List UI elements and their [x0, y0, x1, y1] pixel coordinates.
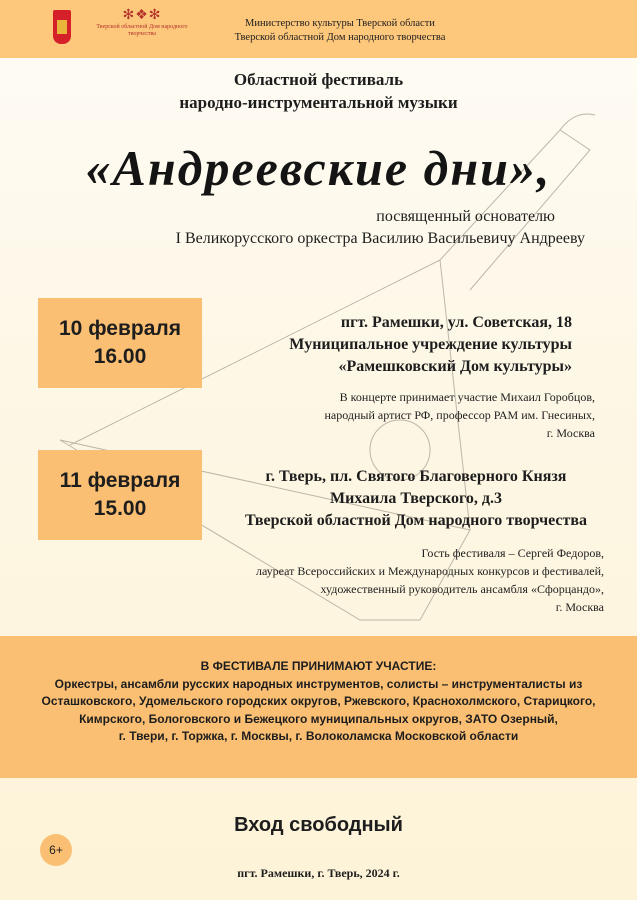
note-line: художественный руководитель ансамбля «Сфорцандо»,	[320, 582, 604, 596]
participants-band	[0, 636, 637, 778]
age-rating-badge: 6+	[40, 834, 72, 866]
ministry-name: Министерство культуры Тверской области	[245, 18, 435, 29]
event-date: 11 февраля	[59, 469, 181, 492]
folk-house-logo	[90, 8, 194, 52]
event-2-date-box	[38, 450, 202, 540]
participants-heading: В ФЕСТИВАЛЕ ПРИНИМАЮТ УЧАСТИЕ:	[200, 659, 437, 673]
venue-line: Тверской областной Дом народного творчества	[244, 512, 588, 529]
event-2-venue	[205, 466, 627, 532]
event-1-date-box	[38, 298, 202, 388]
venue-line: пгт. Рамешки, ул. Советская, 18	[340, 314, 572, 331]
venue-line: Михаила Тверского, д.3	[330, 490, 502, 507]
place-year: пгт. Рамешки, г. Тверь, 2024 г.	[237, 866, 400, 880]
dedication-line2: I Великорусского оркестра Василию Васильевичу Андрееву	[175, 230, 585, 247]
ornament-icon: ✻❖✻	[122, 8, 162, 23]
event-1-note	[210, 388, 595, 442]
event-date: 10 февраля	[59, 317, 181, 340]
festival-name: «Андреевские дни»,	[85, 140, 552, 196]
event-1-venue	[210, 312, 572, 378]
venue-line: «Рамешковский Дом культуры»	[338, 358, 572, 375]
venue-line: г. Тверь, пл. Святого Благоверного Князя	[265, 468, 567, 485]
venue-line: Муниципальное учреждение культуры	[289, 336, 572, 353]
note-line: г. Москва	[555, 600, 604, 614]
event-2-note	[150, 544, 604, 616]
participants-line: Кимрского, Бологовского и Бежецкого муниципальных округов, ЗАТО Озерный,	[79, 711, 558, 726]
festival-line2: народно-инструментальной музыки	[179, 93, 458, 112]
note-line: лауреат Всероссийских и Международных конкурсов и фестивалей,	[255, 564, 604, 578]
festival-line1: Областной фестиваль	[233, 70, 404, 89]
participants-line: Осташковского, Удомельского городских округов, Ржевского, Краснохолмского, Старицкого,	[41, 694, 596, 708]
participants-line: г. Твери, г. Торжка, г. Москвы, г. Волоколамска Московской области	[118, 729, 519, 743]
logo-text: Тверской областной Дом народного творчества	[96, 24, 188, 37]
note-line: народный артист РФ, профессор РАМ им. Гнесиных,	[324, 408, 595, 422]
dedication-line1: посвященный основателю	[376, 208, 555, 225]
note-line: В концерте принимает участие Михаил Горобцов,	[339, 390, 595, 404]
participants-line: Оркестры, ансамбли русских народных инструментов, солисты – инструменталисты из	[54, 676, 583, 691]
header-organizations	[200, 17, 480, 45]
tver-coat-of-arms-icon	[53, 10, 71, 44]
organization-name: Тверской областной Дом народного творчества	[234, 32, 446, 43]
note-line: Гость фестиваля – Сергей Федоров,	[421, 546, 604, 560]
event-time: 16.00	[93, 345, 147, 368]
note-line: г. Москва	[546, 426, 595, 440]
event-time: 15.00	[93, 497, 147, 520]
free-entry: Вход свободный	[234, 814, 403, 836]
